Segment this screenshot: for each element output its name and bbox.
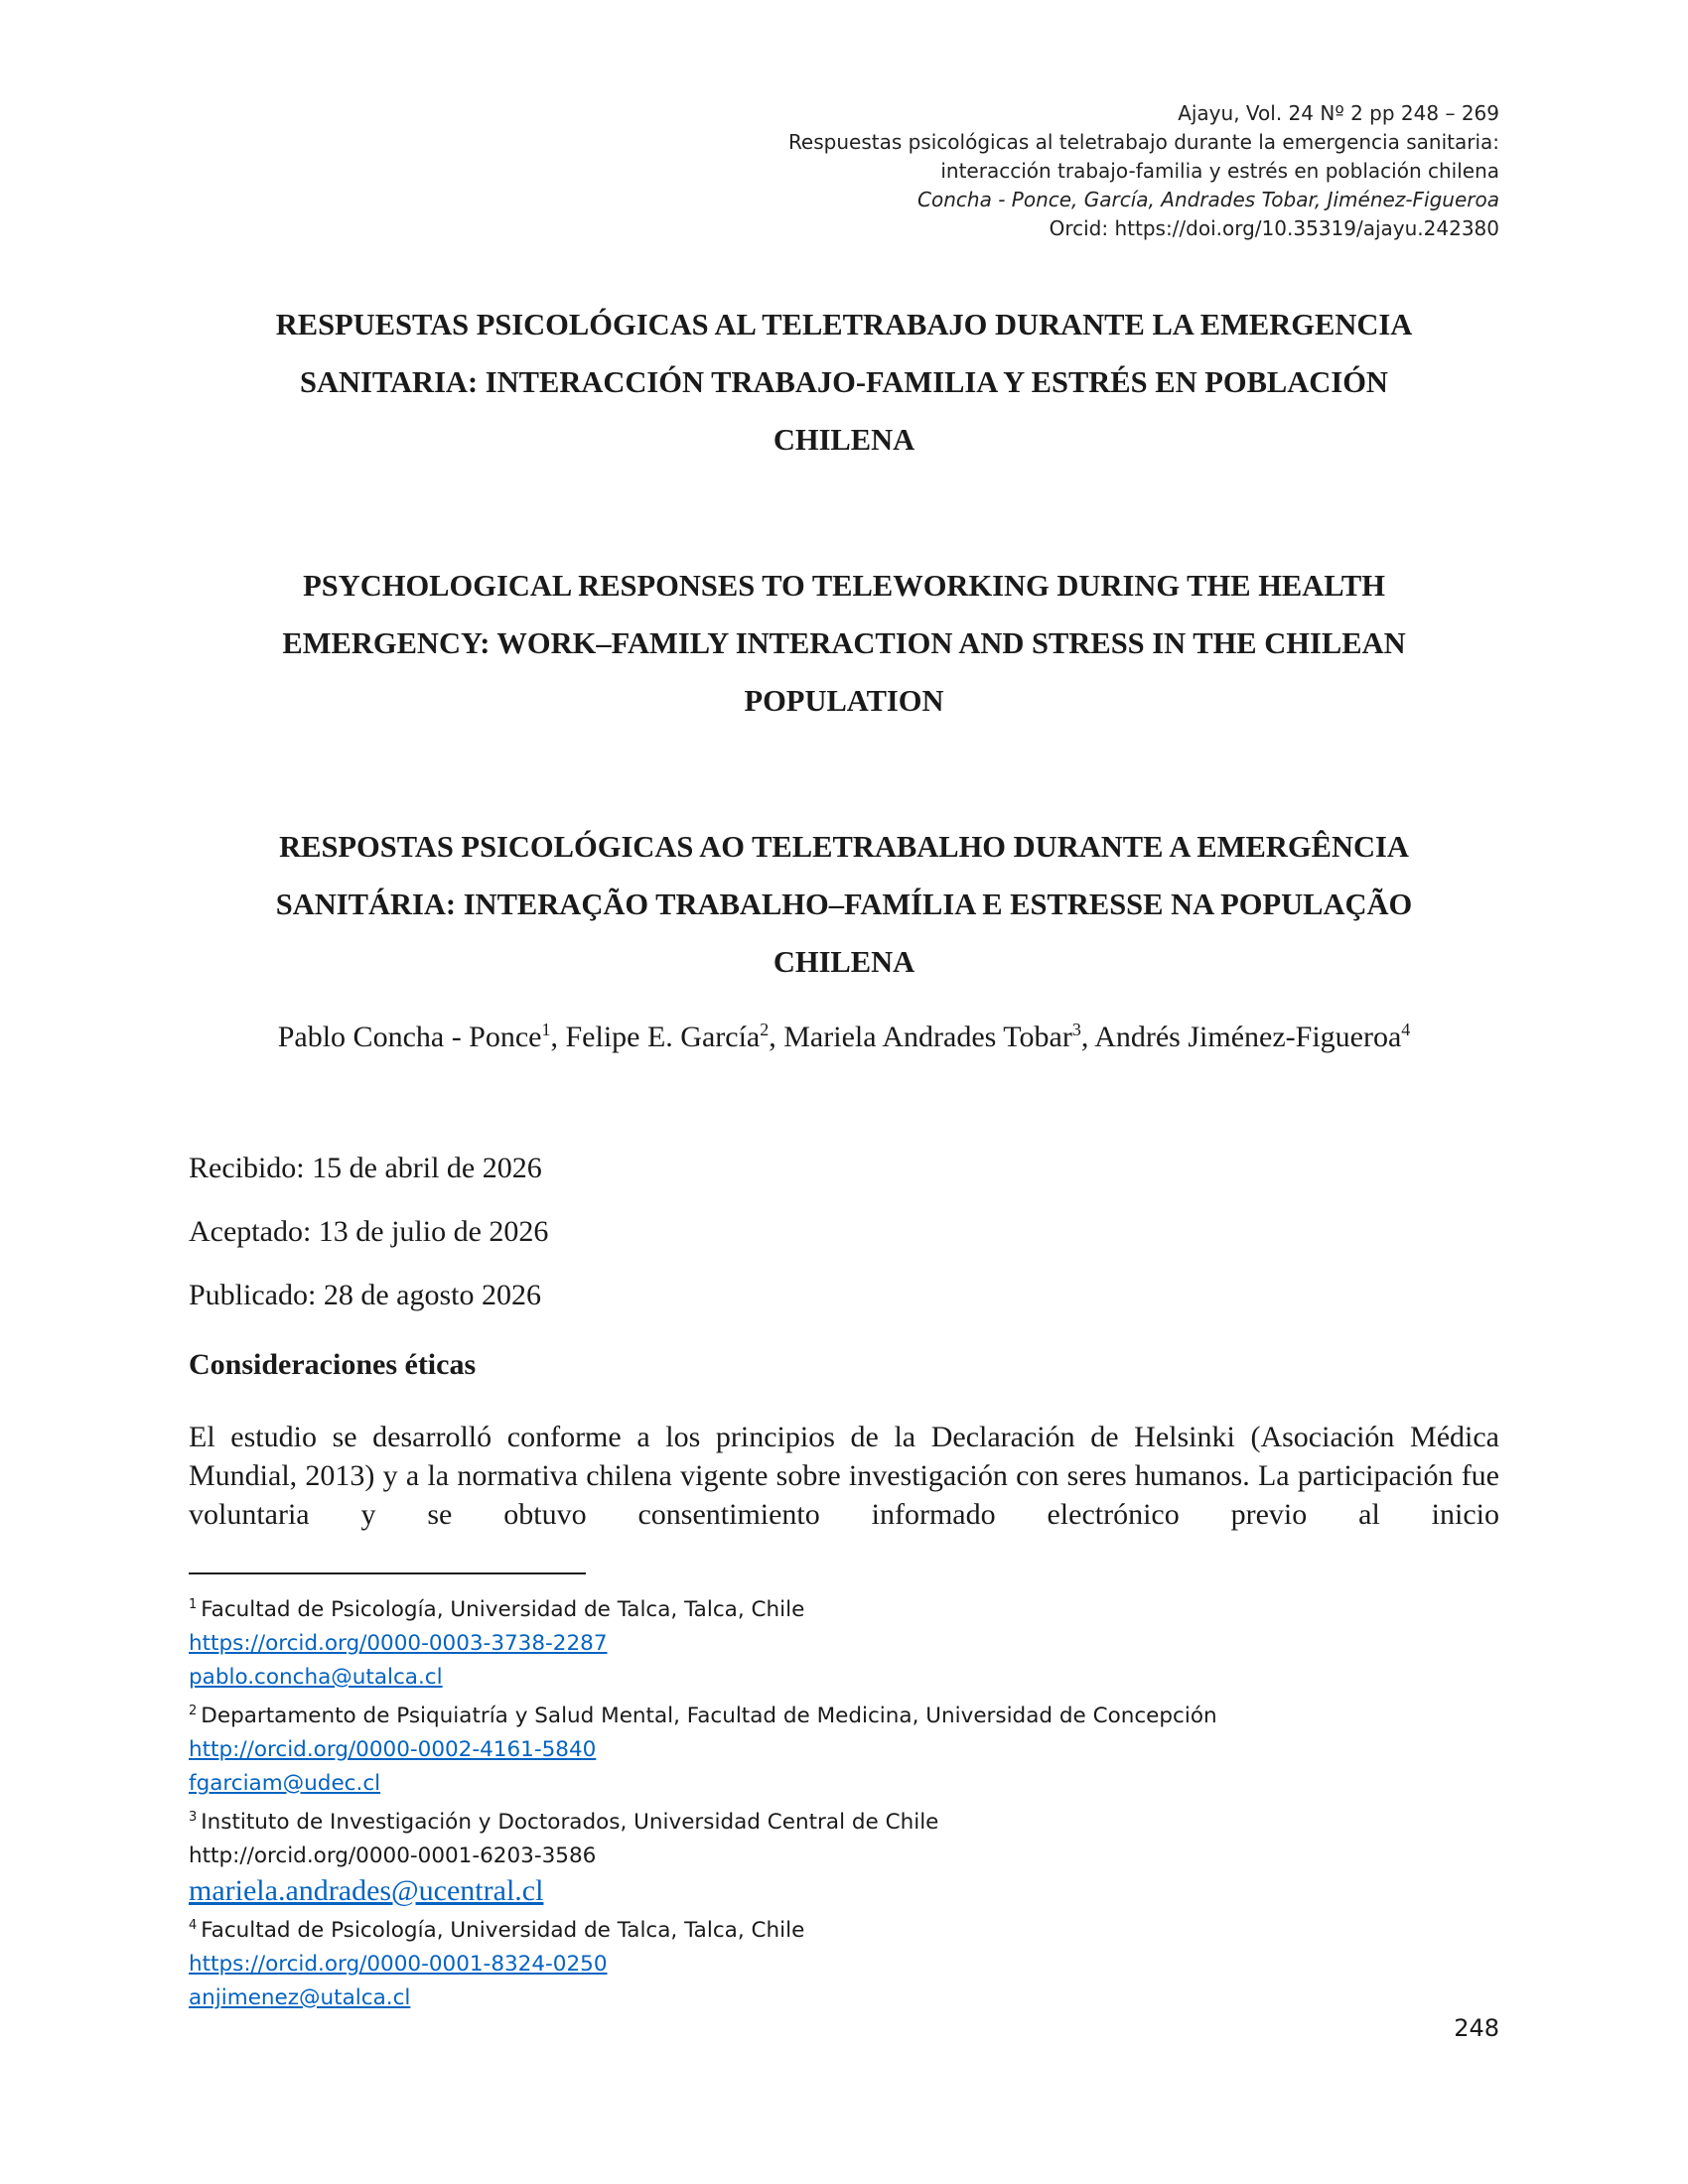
email-link[interactable]: anjimenez@utalca.cl: [189, 1985, 411, 2010]
orcid-link[interactable]: http://orcid.org/0000-0002-4161-5840: [189, 1737, 597, 1762]
title-english: [189, 557, 1499, 730]
title-line: CHILENA: [773, 945, 915, 979]
title-portuguese: [189, 818, 1499, 991]
author-name: Mariela Andrades Tobar: [783, 1021, 1072, 1053]
header-doi: Orcid: https://doi.org/10.35319/ajayu.242380: [1049, 216, 1499, 240]
footnotes: [189, 1588, 1499, 2015]
title-line: CHILENA: [773, 423, 915, 457]
page-number: 248: [1454, 2014, 1499, 2042]
footnote-mark: 3: [189, 1810, 198, 1825]
author-name: Andrés Jiménez-Figueroa: [1094, 1021, 1402, 1053]
author-name: Pablo Concha - Ponce: [277, 1021, 542, 1053]
author-mark: 4: [1401, 1020, 1411, 1039]
footnote-affiliation: [189, 1801, 1499, 1840]
ethics-heading: Consideraciones éticas: [189, 1348, 477, 1381]
title-line: SANITARIA: INTERACCIÓN TRABAJO-FAMILIA Y ESTRÉS EN POBLACIÓN: [300, 365, 1388, 399]
title-line: EMERGENCY: WORK–FAMILY INTERACTION AND STRESS IN THE CHILEAN: [282, 626, 1406, 660]
journal-citation: Ajayu, Vol. 24 Nº 2 pp 248 – 269: [1178, 101, 1499, 125]
title-line: POPULATION: [744, 684, 944, 718]
orcid-text: http://orcid.org/0000-0001-6203-3586: [189, 1843, 597, 1868]
orcid-link[interactable]: https://orcid.org/0000-0003-3738-2287: [189, 1631, 608, 1656]
author-mark: 2: [760, 1020, 770, 1039]
footnote-separator: [189, 1572, 586, 1574]
received-date: Recibido: 15 de abril de 2026: [189, 1152, 542, 1184]
footnote-mark: 2: [189, 1704, 198, 1718]
author-name: Felipe E. García: [565, 1021, 761, 1053]
accepted-date: Aceptado: 13 de julio de 2026: [189, 1215, 549, 1248]
email-link[interactable]: pablo.concha@utalca.cl: [189, 1665, 443, 1690]
footnote-affiliation: [189, 1695, 1499, 1733]
footnote-mark: 4: [189, 1918, 198, 1933]
author-mark: 1: [541, 1020, 551, 1039]
affiliation-text: Instituto de Investigación y Doctorados, Universidad Central de Chile: [201, 1810, 939, 1835]
title-line: RESPUESTAS PSICOLÓGICAS AL TELETRABAJO DURANTE LA EMERGENCIA: [275, 308, 1413, 341]
affiliation-text: Facultad de Psicología, Universidad de Talca, Talca, Chile: [201, 1918, 805, 1943]
orcid-link[interactable]: https://orcid.org/0000-0001-8324-0250: [189, 1952, 608, 1977]
published-date: Publicado: 28 de agosto 2026: [189, 1279, 541, 1311]
publication-dates: [189, 1137, 548, 1327]
title-line: RESPOSTAS PSICOLÓGICAS AO TELETRABALHO DURANTE A EMERGÊNCIA: [279, 830, 1409, 864]
email-link[interactable]: fgarciam@udec.cl: [189, 1771, 381, 1796]
ethics-paragraph: El estudio se desarrolló conforme a los principios de la Declaración de Helsinki (Asociación Médica Mundial, 2013) y a la normativa chilena vigente sobre investigación con seres humanos. La participación fue voluntaria y se obtuvo consentimiento informado electrónico previo al inicio: [189, 1421, 1499, 1531]
email-link[interactable]: mariela.andrades@ucentral.cl: [189, 1874, 544, 1907]
header-authors: Concha - Ponce, García, Andrades Tobar, Jiménez-Figueroa: [917, 188, 1499, 211]
title-line: PSYCHOLOGICAL RESPONSES TO TELEWORKING DURING THE HEALTH: [303, 569, 1385, 603]
footnote-mark: 1: [189, 1597, 198, 1612]
footnote-affiliation: [189, 1588, 1499, 1627]
author-list: Pablo Concha - Ponce$^1$, Felipe E. García$^2$, Mariela Andrades Tobar$^3$, Andrés Jiménez-Figueroa$^4$: [277, 1020, 1411, 1053]
running-header: [606, 99, 1499, 243]
short-title-line-1: Respuestas psicológicas al teletrabajo durante la emergencia sanitaria:: [787, 130, 1499, 154]
short-title-line-2: interacción trabajo-familia y estrés en población chilena: [940, 159, 1499, 183]
title-spanish: [189, 296, 1499, 469]
author-mark: 3: [1071, 1020, 1081, 1039]
title-line: SANITÁRIA: INTERAÇÃO TRABALHO–FAMÍLIA E ESTRESSE NA POPULAÇÃO: [275, 887, 1413, 921]
affiliation-text: Facultad de Psicología, Universidad de Talca, Talca, Chile: [201, 1597, 805, 1622]
footnote-affiliation: [189, 1909, 1499, 1948]
affiliation-text: Departamento de Psiquiatría y Salud Mental, Facultad de Medicina, Universidad de Concepción: [201, 1704, 1217, 1728]
